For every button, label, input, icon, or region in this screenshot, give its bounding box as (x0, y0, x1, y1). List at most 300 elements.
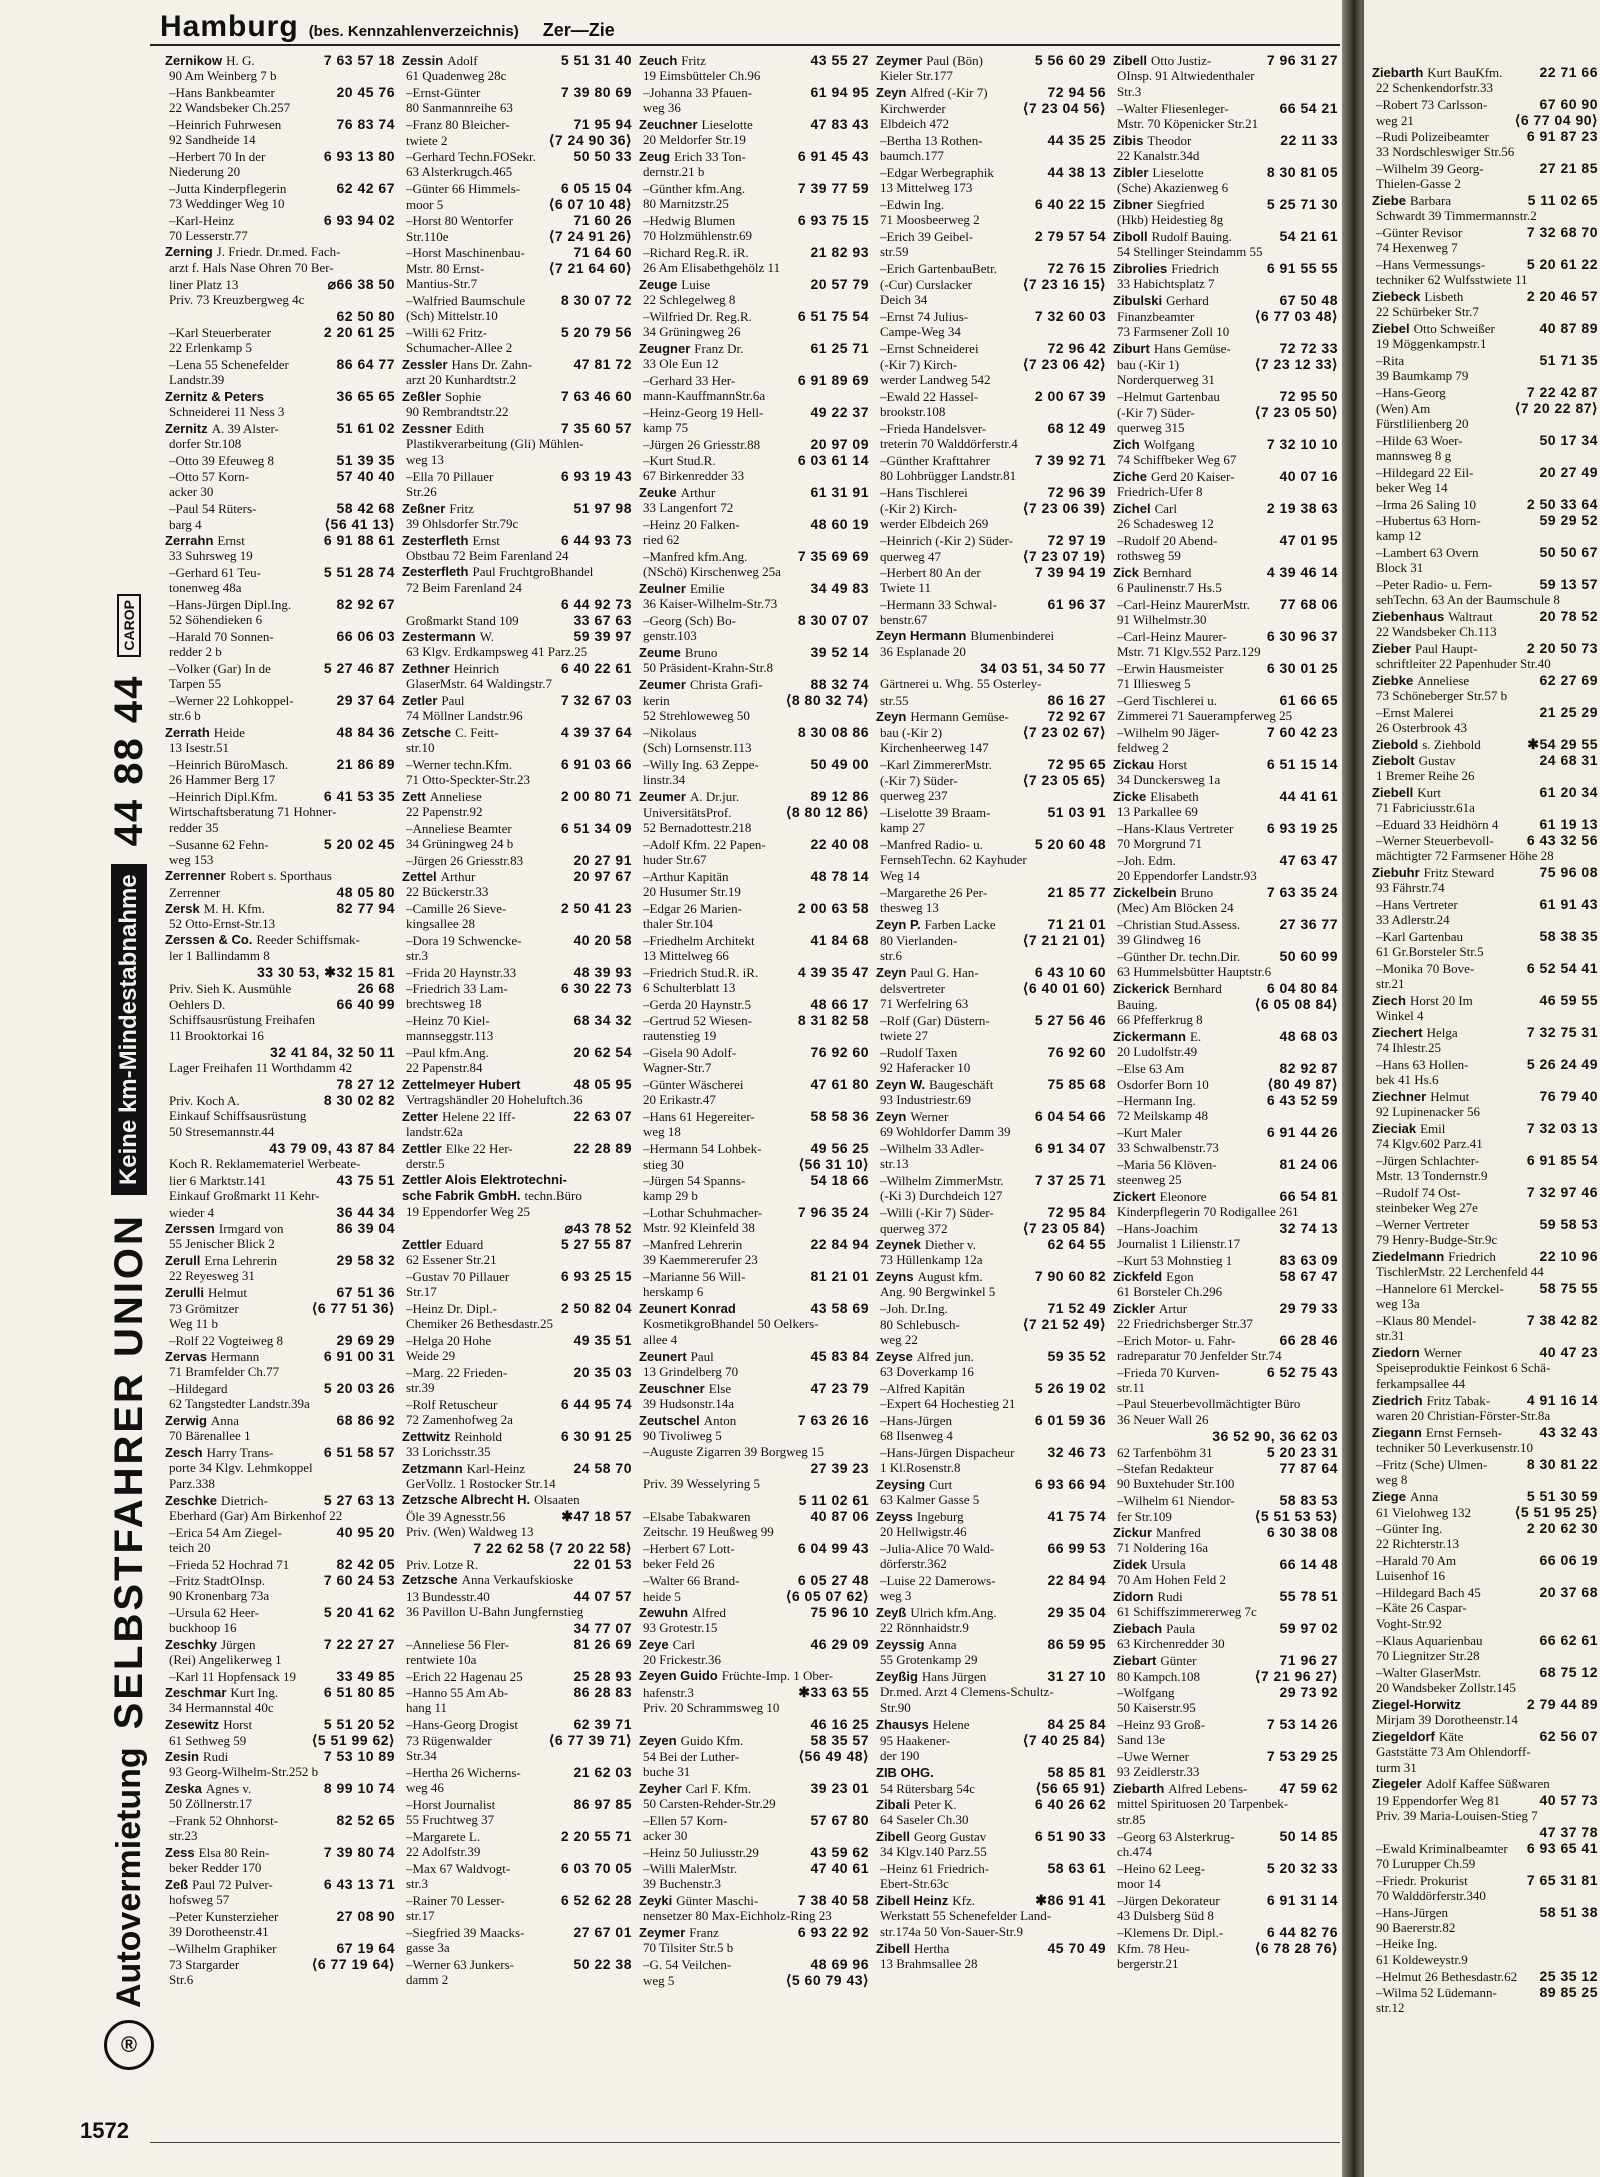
entry-address: –Liselotte 39 Braam- (880, 805, 991, 820)
entry-address: 36 Pavillon U-Bahn Jungfernstieg (406, 1604, 584, 1619)
entry-phone: 51 97 98 (573, 500, 632, 516)
entry-address: Barbara (1409, 193, 1452, 208)
entry-address: 50 Präsident-Krahn-Str.8 (643, 660, 773, 675)
directory-entry (639, 1460, 869, 1476)
entry-address: rautenstieg 19 (643, 1028, 717, 1043)
entry-address: –Edgar 26 Marien- (643, 901, 742, 916)
entry-address: –Jürgen Dekorateur (1117, 1893, 1220, 1908)
entry-address: wieder 4 (169, 1205, 215, 1220)
directory-entry (402, 388, 632, 404)
directory-entry (165, 1204, 395, 1220)
directory-entry (1113, 1524, 1338, 1540)
entry-name: Zeyn (876, 85, 907, 100)
entry-phone: 68 86 92 (336, 1412, 395, 1428)
directory-entry (165, 84, 395, 100)
directory-entry (639, 244, 869, 260)
entry-name: Zessler (402, 357, 448, 372)
directory-entry (402, 1732, 632, 1748)
entry-address: Emilie (689, 581, 725, 596)
entry-phone: 84 25 84 (1047, 1716, 1106, 1732)
entry-name: Ziebart (1113, 1653, 1157, 1668)
directory-entry (876, 1588, 1106, 1604)
entry-address: Norderquerweg 31 (1117, 372, 1215, 387)
directory-entry (165, 1380, 395, 1396)
entry-address: brechtsweg 18 (406, 996, 482, 1011)
entry-address: 55 Grotenkamp 29 (880, 1652, 978, 1667)
entry-address: 71 Noldering 16a (1117, 1540, 1208, 1555)
entry-address: 73 Stargarder (169, 1957, 240, 1972)
directory-entry (876, 612, 1106, 628)
entry-name: Zersk (165, 901, 200, 916)
entry-address: Str.110e (406, 229, 449, 244)
entry-name: Ziebarth (1113, 1781, 1165, 1796)
entry-name: Zettelmeyer Hubert (402, 1077, 521, 1092)
directory-entry (876, 1876, 1106, 1892)
entry-phone: 47 37 78 (1539, 1824, 1598, 1840)
entry-address: Ulrich kfm.Ang. (910, 1605, 997, 1620)
directory-entry (876, 1652, 1106, 1668)
entry-address: weg 22 (880, 1332, 918, 1347)
entry-phone: 72 94 56 (1047, 84, 1106, 100)
entry-address: 11 Brooktorkai 16 (169, 1028, 264, 1043)
entry-address: 90 Rembrandtstr.22 (406, 404, 509, 419)
directory-entry (402, 1924, 632, 1940)
entry-address: 71 Illiesweg 5 (1117, 676, 1191, 691)
entry-phone: ⟨7 24 91 26⟩ (548, 228, 632, 244)
entry-phone: 43 55 27 (810, 52, 869, 68)
directory-entry (876, 1172, 1106, 1188)
directory-entry (639, 1028, 869, 1044)
directory-entry (1113, 1588, 1338, 1604)
directory-entry (1113, 1892, 1338, 1908)
directory-entry (1113, 1284, 1338, 1300)
entry-address: Paula (1166, 1621, 1196, 1636)
directory-entry (1372, 368, 1598, 384)
entry-address: –Herbert 70 In der (169, 149, 266, 164)
entry-address: Friedrich-Ufer 8 (1117, 484, 1203, 499)
directory-entry (639, 1700, 869, 1716)
entry-address: Ebert-Str.63c (880, 1876, 949, 1891)
entry-address: Osdorfer Born 10 (1117, 1077, 1209, 1092)
entry-phone: ⟨6 77 51 36⟩ (311, 1300, 395, 1316)
entry-phone: 43 75 51 (336, 1172, 395, 1188)
directory-entry (639, 1348, 869, 1364)
entry-name: Zeyher (639, 1781, 682, 1796)
directory-entry (639, 1748, 869, 1764)
entry-address: –Lambert 63 Overn (1376, 545, 1479, 560)
directory-entry (876, 356, 1106, 372)
directory-entry (639, 772, 869, 788)
entry-phone: ⌀43 78 52 (564, 1220, 632, 1236)
entry-address: Georg Gustav (913, 1829, 987, 1844)
directory-entry (876, 484, 1106, 500)
directory-entry (876, 52, 1106, 68)
entry-phone: 6 93 94 02 (323, 212, 395, 228)
entry-address: 20 Hellwigstr.46 (880, 1524, 967, 1539)
entry-address: –Gerhard 61 Teu- (169, 565, 261, 580)
directory-entry (1372, 1520, 1598, 1536)
directory-entry (639, 1892, 869, 1908)
entry-name: Zestermann (402, 629, 476, 644)
directory-entry (639, 1156, 869, 1172)
entry-phone: 59 13 57 (1539, 576, 1598, 592)
directory-entry (1372, 1600, 1598, 1616)
directory-entry (165, 116, 395, 132)
entry-phone: 6 51 90 33 (1034, 1828, 1106, 1844)
entry-phone: 27 08 90 (336, 1908, 395, 1924)
entry-address: baumch.177 (880, 148, 944, 163)
entry-address: 33 Nordschleswiger Str.56 (1376, 144, 1515, 159)
entry-name: Zickur (1113, 1525, 1153, 1540)
entry-phone: 7 63 57 18 (323, 52, 395, 68)
entry-phone: 27 67 01 (573, 1924, 632, 1940)
entry-address: barg 4 (169, 517, 202, 532)
entry-address: querweg 315 (1117, 420, 1185, 435)
directory-entry (402, 340, 632, 356)
entry-address: mächtigter 72 Farmsener Höhe 28 (1376, 848, 1554, 863)
directory-entry (639, 628, 869, 644)
directory-entry (1372, 1040, 1598, 1056)
directory-entry (639, 1332, 869, 1348)
entry-phone: ✱47 18 57 (561, 1508, 632, 1524)
entry-address: Luisenhof 16 (1376, 1568, 1445, 1583)
entry-phone: ⟨6 05 08 84⟩ (1254, 996, 1338, 1012)
directory-entry (639, 948, 869, 964)
entry-address: weg 46 (406, 1780, 444, 1795)
directory-entry (165, 564, 395, 580)
directory-entry (639, 1524, 869, 1540)
entry-address: Öle 39 Agnesstr.56 (406, 1509, 506, 1524)
directory-entry (1372, 1856, 1598, 1872)
directory-entry (1372, 1360, 1598, 1376)
book-gutter (1342, 0, 1362, 2177)
directory-entry (402, 628, 632, 644)
entry-address: TischlerMstr. 22 Lerchenfeld 44 (1376, 1264, 1544, 1279)
entry-address: (Sch) Mittelstr.10 (406, 308, 498, 323)
directory-entry (165, 1284, 395, 1300)
entry-address: kamp 29 b (643, 1188, 698, 1203)
directory-entry (402, 1348, 632, 1364)
entry-name: Zeßner (402, 501, 446, 516)
directory-entry (1372, 1984, 1598, 2000)
directory-entry (876, 724, 1106, 740)
directory-entry (1113, 148, 1338, 164)
directory-entry (1113, 484, 1338, 500)
entry-name: Ziege (1372, 1489, 1406, 1504)
entry-name: Zeschke (165, 1493, 218, 1508)
entry-phone: 2 20 50 73 (1526, 640, 1598, 656)
entry-address: 72 Zamenhofweg 2a (406, 1412, 513, 1427)
directory-entry (402, 260, 632, 276)
directory-entry (876, 1604, 1106, 1620)
entry-phone: 20 62 54 (573, 1044, 632, 1060)
directory-entry (402, 1412, 632, 1428)
directory-entry (165, 1508, 395, 1524)
entry-address: Peter K. (913, 1797, 957, 1812)
entry-address: 74 Klgv.602 Parz.41 (1376, 1136, 1483, 1151)
entry-address: Kirchenheerweg 147 (880, 740, 989, 755)
entry-address: lier 6 Marktstr.141 (169, 1173, 267, 1188)
entry-address: Kurt (1417, 785, 1442, 800)
entry-address: 61 Vielohweg 132 (1376, 1505, 1472, 1520)
entry-address: 62 Tangstedter Landstr.39a (169, 1396, 310, 1411)
directory-entry (165, 1908, 395, 1924)
directory-entry (639, 100, 869, 116)
entry-address: Siegfried (1156, 197, 1205, 212)
entry-name: Zeyn W. (876, 1077, 926, 1092)
entry-address: Else (708, 1381, 732, 1396)
directory-entry (639, 708, 869, 724)
directory-entry (402, 196, 632, 212)
entry-address: C. Feitt- (455, 725, 499, 740)
entry-address: –Ella 70 Pillauer (406, 469, 494, 484)
entry-name: Zibell (876, 1829, 910, 1844)
entry-phone: ⟨7 23 16 15⟩ (1022, 276, 1106, 292)
entry-phone: 45 83 84 (810, 1348, 869, 1364)
entry-address: –Ewald Kriminalbeamter (1376, 1841, 1508, 1856)
entry-address: huder Str.67 (643, 852, 707, 867)
entry-address: allee 4 (643, 1332, 678, 1347)
entry-address: –Ellen 57 Korn- (643, 1813, 728, 1828)
entry-address: 61 Koldeweystr.9 (1376, 1952, 1468, 1967)
entry-phone: 6 44 93 73 (560, 532, 632, 548)
entry-address: –Frieda Handelsver- (880, 421, 987, 436)
entry-address: 93 Zeidlerstr.33 (1117, 1764, 1200, 1779)
entry-address: Paul G. Han- (910, 965, 979, 980)
directory-entry (1372, 112, 1598, 128)
directory-entry (402, 724, 632, 740)
entry-phone: 6 91 55 55 (1266, 260, 1338, 276)
entry-phone: 66 06 19 (1539, 1552, 1598, 1568)
entry-phone: 58 58 36 (810, 1108, 869, 1124)
directory-entry (876, 1044, 1106, 1060)
entry-address: Ernst (217, 533, 245, 548)
directory-entry (1113, 1668, 1338, 1684)
entry-phone: 22 71 66 (1539, 64, 1598, 80)
entry-address: –Rudolf Taxen (880, 1045, 958, 1060)
directory-entry (165, 1540, 395, 1556)
directory-entry (876, 1460, 1106, 1476)
entry-phone: 82 42 05 (336, 1556, 395, 1572)
entry-phone: 51 03 91 (1047, 804, 1106, 820)
entry-address: –Heinz-Georg 19 Hell- (643, 405, 764, 420)
entry-address: linstr.34 (643, 772, 686, 787)
directory-entry (1113, 1652, 1338, 1668)
entry-address: –Helmut 26 Bethesdastr.62 (1376, 1969, 1518, 1984)
entry-address: –Friedhelm Architekt (643, 933, 755, 948)
directory-entry (1372, 224, 1598, 240)
entry-address: Block 31 (1376, 560, 1424, 575)
entry-address: mannsweg 8 g (1376, 448, 1452, 463)
entry-address: Heide (213, 725, 245, 740)
entry-phone: 5 51 31 40 (560, 52, 632, 68)
entry-address: redder 35 (169, 820, 219, 835)
directory-entry (876, 1508, 1106, 1524)
entry-phone: 7 63 35 24 (1266, 884, 1338, 900)
entry-phone: ⌀66 38 50 (327, 276, 395, 292)
entry-address: weg 5 (643, 1973, 675, 1988)
directory-entry (165, 468, 395, 484)
directory-entry (1113, 1108, 1338, 1124)
entry-address: weg 36 (643, 100, 681, 115)
directory-entry (402, 1796, 632, 1812)
entry-address: –Günther Dr. techn.Dir. (1117, 949, 1241, 964)
entry-address: Gustav (1418, 753, 1456, 768)
directory-entry (876, 164, 1106, 180)
entry-address: –Hans-Jürgen Dipl.Ing. (169, 597, 292, 612)
entry-address: A. Dr.jur. (689, 789, 740, 804)
entry-address: –Marianne 56 Will- (643, 1269, 746, 1284)
directory-entry (1372, 352, 1598, 368)
entry-address: 33 Adlerstr.24 (1376, 912, 1450, 927)
directory-entry (1113, 212, 1338, 228)
entry-address: 26 Hammer Berg 17 (169, 772, 276, 787)
entry-address: Fürstlilienberg 20 (1376, 416, 1469, 431)
directory-entry (1372, 176, 1598, 192)
directory-entry (876, 1572, 1106, 1588)
directory-entry (402, 708, 632, 724)
directory-entry (639, 260, 869, 276)
entry-address: –Wilfried Dr. Reg.R. (643, 309, 752, 324)
directory-entry (165, 1636, 395, 1652)
directory-entry (639, 1300, 869, 1316)
directory-entry (402, 1172, 632, 1188)
entry-address: –Günter Wäscherei (643, 1077, 744, 1092)
directory-column-4 (876, 52, 1106, 1972)
entry-address: 63 Kalmer Gasse 5 (880, 1492, 980, 1507)
entry-address: –Ernst 74 Julius- (880, 309, 969, 324)
directory-entry (1372, 1024, 1598, 1040)
entry-name: Zickert (1113, 1189, 1156, 1204)
directory-entry (1372, 1088, 1598, 1104)
directory-entry (402, 420, 632, 436)
entry-name: Zeßler (402, 389, 442, 404)
directory-entry (1372, 1952, 1598, 1968)
entry-phone: ⟨7 23 12 33⟩ (1254, 356, 1338, 372)
directory-entry (1372, 1424, 1598, 1440)
entry-address: –Heinz Dr. Dipl.- (406, 1301, 497, 1316)
directory-entry (165, 532, 395, 548)
entry-name: Zeugner (639, 341, 691, 356)
entry-phone: ⟨7 40 25 84⟩ (1022, 1732, 1106, 1748)
directory-entry (1372, 272, 1598, 288)
directory-entry (1372, 832, 1598, 848)
entry-phone: 86 59 95 (1047, 1636, 1106, 1652)
directory-entry (639, 1572, 869, 1588)
entry-address: –Rolf (Gar) Düstern- (880, 1013, 990, 1028)
directory-entry (402, 1044, 632, 1060)
entry-address: Journalist 1 Lilienstr.17 (1117, 1236, 1241, 1251)
entry-name: Zesch (165, 1445, 203, 1460)
directory-entry (402, 1396, 632, 1412)
entry-address: radreparatur 70 Jenfelder Str.74 (1117, 1348, 1282, 1363)
entry-address: 93 Grotestr.15 (643, 1620, 718, 1635)
entry-name: Ziebuhr (1372, 865, 1420, 880)
directory-entry (876, 1924, 1106, 1940)
entry-address: 22 Papenstr.84 (406, 1060, 483, 1075)
directory-entry (1113, 820, 1338, 836)
entry-address: Kfz. (952, 1893, 975, 1908)
entry-address: Otto Schweißer (1413, 321, 1495, 336)
directory-entry (402, 116, 632, 132)
directory-entry (876, 1284, 1106, 1300)
directory-entry (639, 1876, 869, 1892)
entry-address: Weg 14 (880, 868, 920, 883)
entry-address: 19 Eimsbütteler Ch.96 (643, 68, 761, 83)
directory-entry (1113, 276, 1338, 292)
entry-address: heide 5 (643, 1589, 681, 1604)
entry-address: 54 Stellinger Steindamm 55 (1117, 244, 1263, 259)
header-rule (150, 44, 1340, 46)
directory-entry (876, 228, 1106, 244)
entry-phone: 7 32 03 13 (1526, 1120, 1598, 1136)
entry-address: –Erich Motor- u. Fahr- (1117, 1333, 1236, 1348)
directory-entry (1113, 644, 1338, 660)
directory-entry (165, 1060, 395, 1076)
directory-entry (165, 1028, 395, 1044)
entry-address: –Hildegard 22 Eil- (1376, 465, 1474, 480)
entry-phone: 7 38 40 58 (797, 1892, 869, 1908)
directory-entry (1113, 1364, 1338, 1380)
directory-entry (1113, 836, 1338, 852)
directory-entry (1113, 1300, 1338, 1316)
entry-address: –Irma 26 Saling 10 (1376, 497, 1477, 512)
entry-phone: 4 39 46 14 (1266, 564, 1338, 580)
entry-address: landstr.62a (406, 1124, 463, 1139)
entry-phone: 6 30 96 37 (1266, 628, 1338, 644)
entry-address: Mstr. 71 Klgv.552 Parz.129 (1117, 644, 1261, 659)
directory-entry (402, 756, 632, 772)
directory-entry (1372, 752, 1598, 768)
entry-address: str.21 (1376, 976, 1405, 991)
directory-entry (402, 1540, 632, 1556)
entry-phone: 2 00 67 39 (1034, 388, 1106, 404)
entry-address: Egon (1166, 1269, 1194, 1284)
directory-entry (1113, 1620, 1338, 1636)
entry-address: dernstr.21 b (643, 164, 705, 179)
directory-entry (639, 164, 869, 180)
entry-phone: 25 28 93 (573, 1668, 632, 1684)
entry-address: Kirchwerder (880, 101, 946, 116)
entry-phone: 47 83 43 (810, 116, 869, 132)
directory-entry (402, 1300, 632, 1316)
entry-phone: 40 95 20 (336, 1524, 395, 1540)
entry-address: 26 Osterbrook 43 (1376, 720, 1467, 735)
directory-entry (1372, 1136, 1598, 1152)
entry-address: –Heike Ing. (1376, 1936, 1438, 1951)
entry-address: str.11 (1117, 1380, 1146, 1395)
entry-address: –Wilhelm 61 Niendor- (1117, 1493, 1235, 1508)
entry-address: 36 Esplanade 20 (880, 644, 966, 659)
entry-address: –Wilhelm Graphiker (169, 1941, 277, 1956)
entry-address: querweg 47 (880, 549, 942, 564)
entry-phone: 5 27 63 13 (323, 1492, 395, 1508)
directory-entry (165, 1924, 395, 1940)
directory-entry (639, 1172, 869, 1188)
entry-phone: 49 35 51 (573, 1332, 632, 1348)
directory-entry (1372, 1344, 1598, 1360)
entry-phone: 2 19 38 63 (1266, 500, 1338, 516)
entry-phone: 40 20 58 (573, 932, 632, 948)
directory-entry (1372, 944, 1598, 960)
entry-phone: 57 67 80 (810, 1812, 869, 1828)
entry-phone: 7 65 31 81 (1526, 1872, 1598, 1888)
directory-entry (1372, 192, 1598, 208)
entry-name: Zeumer (639, 677, 686, 692)
directory-entry (639, 660, 869, 676)
directory-entry (1113, 1540, 1338, 1556)
entry-phone: 47 63 47 (1279, 852, 1338, 868)
